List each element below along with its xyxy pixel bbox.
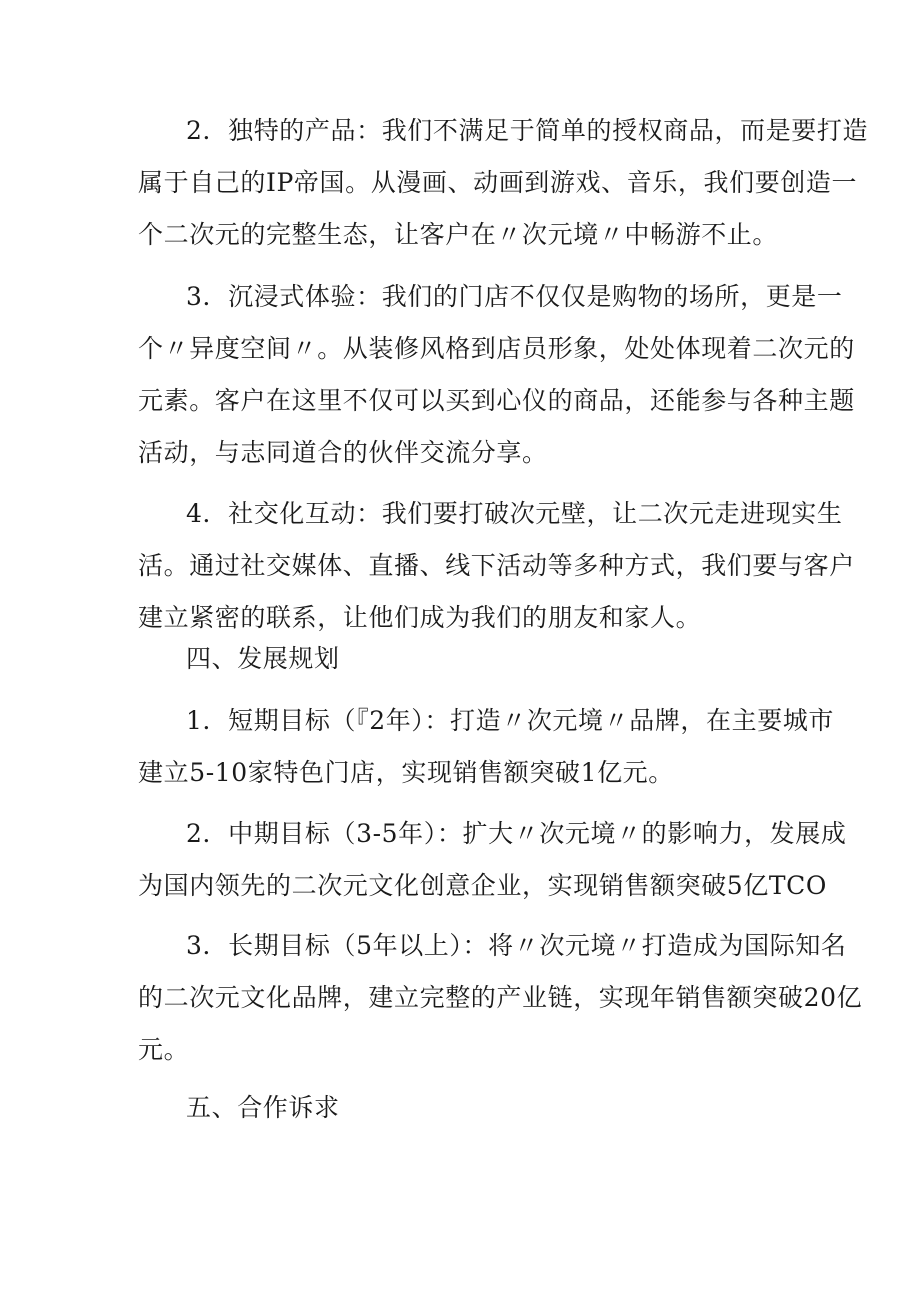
text-line: 个〃异度空间〃。从装修风格到店员形象，处处体现着二次元的: [138, 334, 855, 363]
text-line: 属于自己的IP帝国。从漫画、动画到游戏、音乐，我们要创造一: [138, 168, 858, 197]
text-line: 个二次元的完整生态，让客户在〃次元境〃中畅游不止。: [138, 220, 779, 249]
paragraph-immersive-experience: [138, 271, 855, 479]
paragraph-long-term-goal: [138, 920, 863, 1076]
text-line: 2．中期目标（3-5年）：扩大〃次元境〃的影响力，发展成: [186, 819, 847, 848]
section-heading-cooperation-request: 五、合作诉求: [186, 1093, 340, 1122]
text-line: 2．独特的产品：我们不满足于简单的授权商品，而是要打造: [186, 116, 869, 145]
text-line: 1．短期目标（『2年）：打造〃次元境〃品牌，在主要城市: [186, 706, 835, 735]
text-line: 的二次元文化品牌，建立完整的产业链，实现年销售额突破20亿: [138, 983, 863, 1012]
paragraph-short-term-goal: [138, 695, 835, 799]
section-heading-development-plan: 四、发展规划: [186, 644, 340, 673]
text-line: 3．长期目标（5年以上）：将〃次元境〃打造成为国际知名: [186, 931, 847, 960]
text-line: 元素。客户在这里不仅可以买到心仪的商品，还能参与各种主题: [138, 386, 855, 415]
text-line: 元。: [138, 1035, 190, 1064]
text-line: 活。通过社交媒体、直播、线下活动等多种方式，我们要与客户: [138, 551, 855, 580]
paragraph-unique-products: [138, 105, 869, 261]
paragraph-mid-term-goal: [138, 808, 847, 912]
text-line: 3．沉浸式体验：我们的门店不仅仅是购物的场所，更是一: [186, 282, 843, 311]
text-line: 为国内领先的二次元文化创意企业，实现销售额突破5亿TCO: [138, 871, 828, 900]
text-line: 4．社交化互动：我们要打破次元壁，让二次元走进现实生: [186, 499, 843, 528]
paragraph-social-interaction: [138, 488, 855, 644]
text-line: 建立紧密的联系，让他们成为我们的朋友和家人。: [138, 603, 702, 632]
text-line: 建立5-10家特色门店，实现销售额突破1亿元。: [138, 758, 674, 787]
text-line: 活动，与志同道合的伙伴交流分享。: [138, 438, 548, 467]
